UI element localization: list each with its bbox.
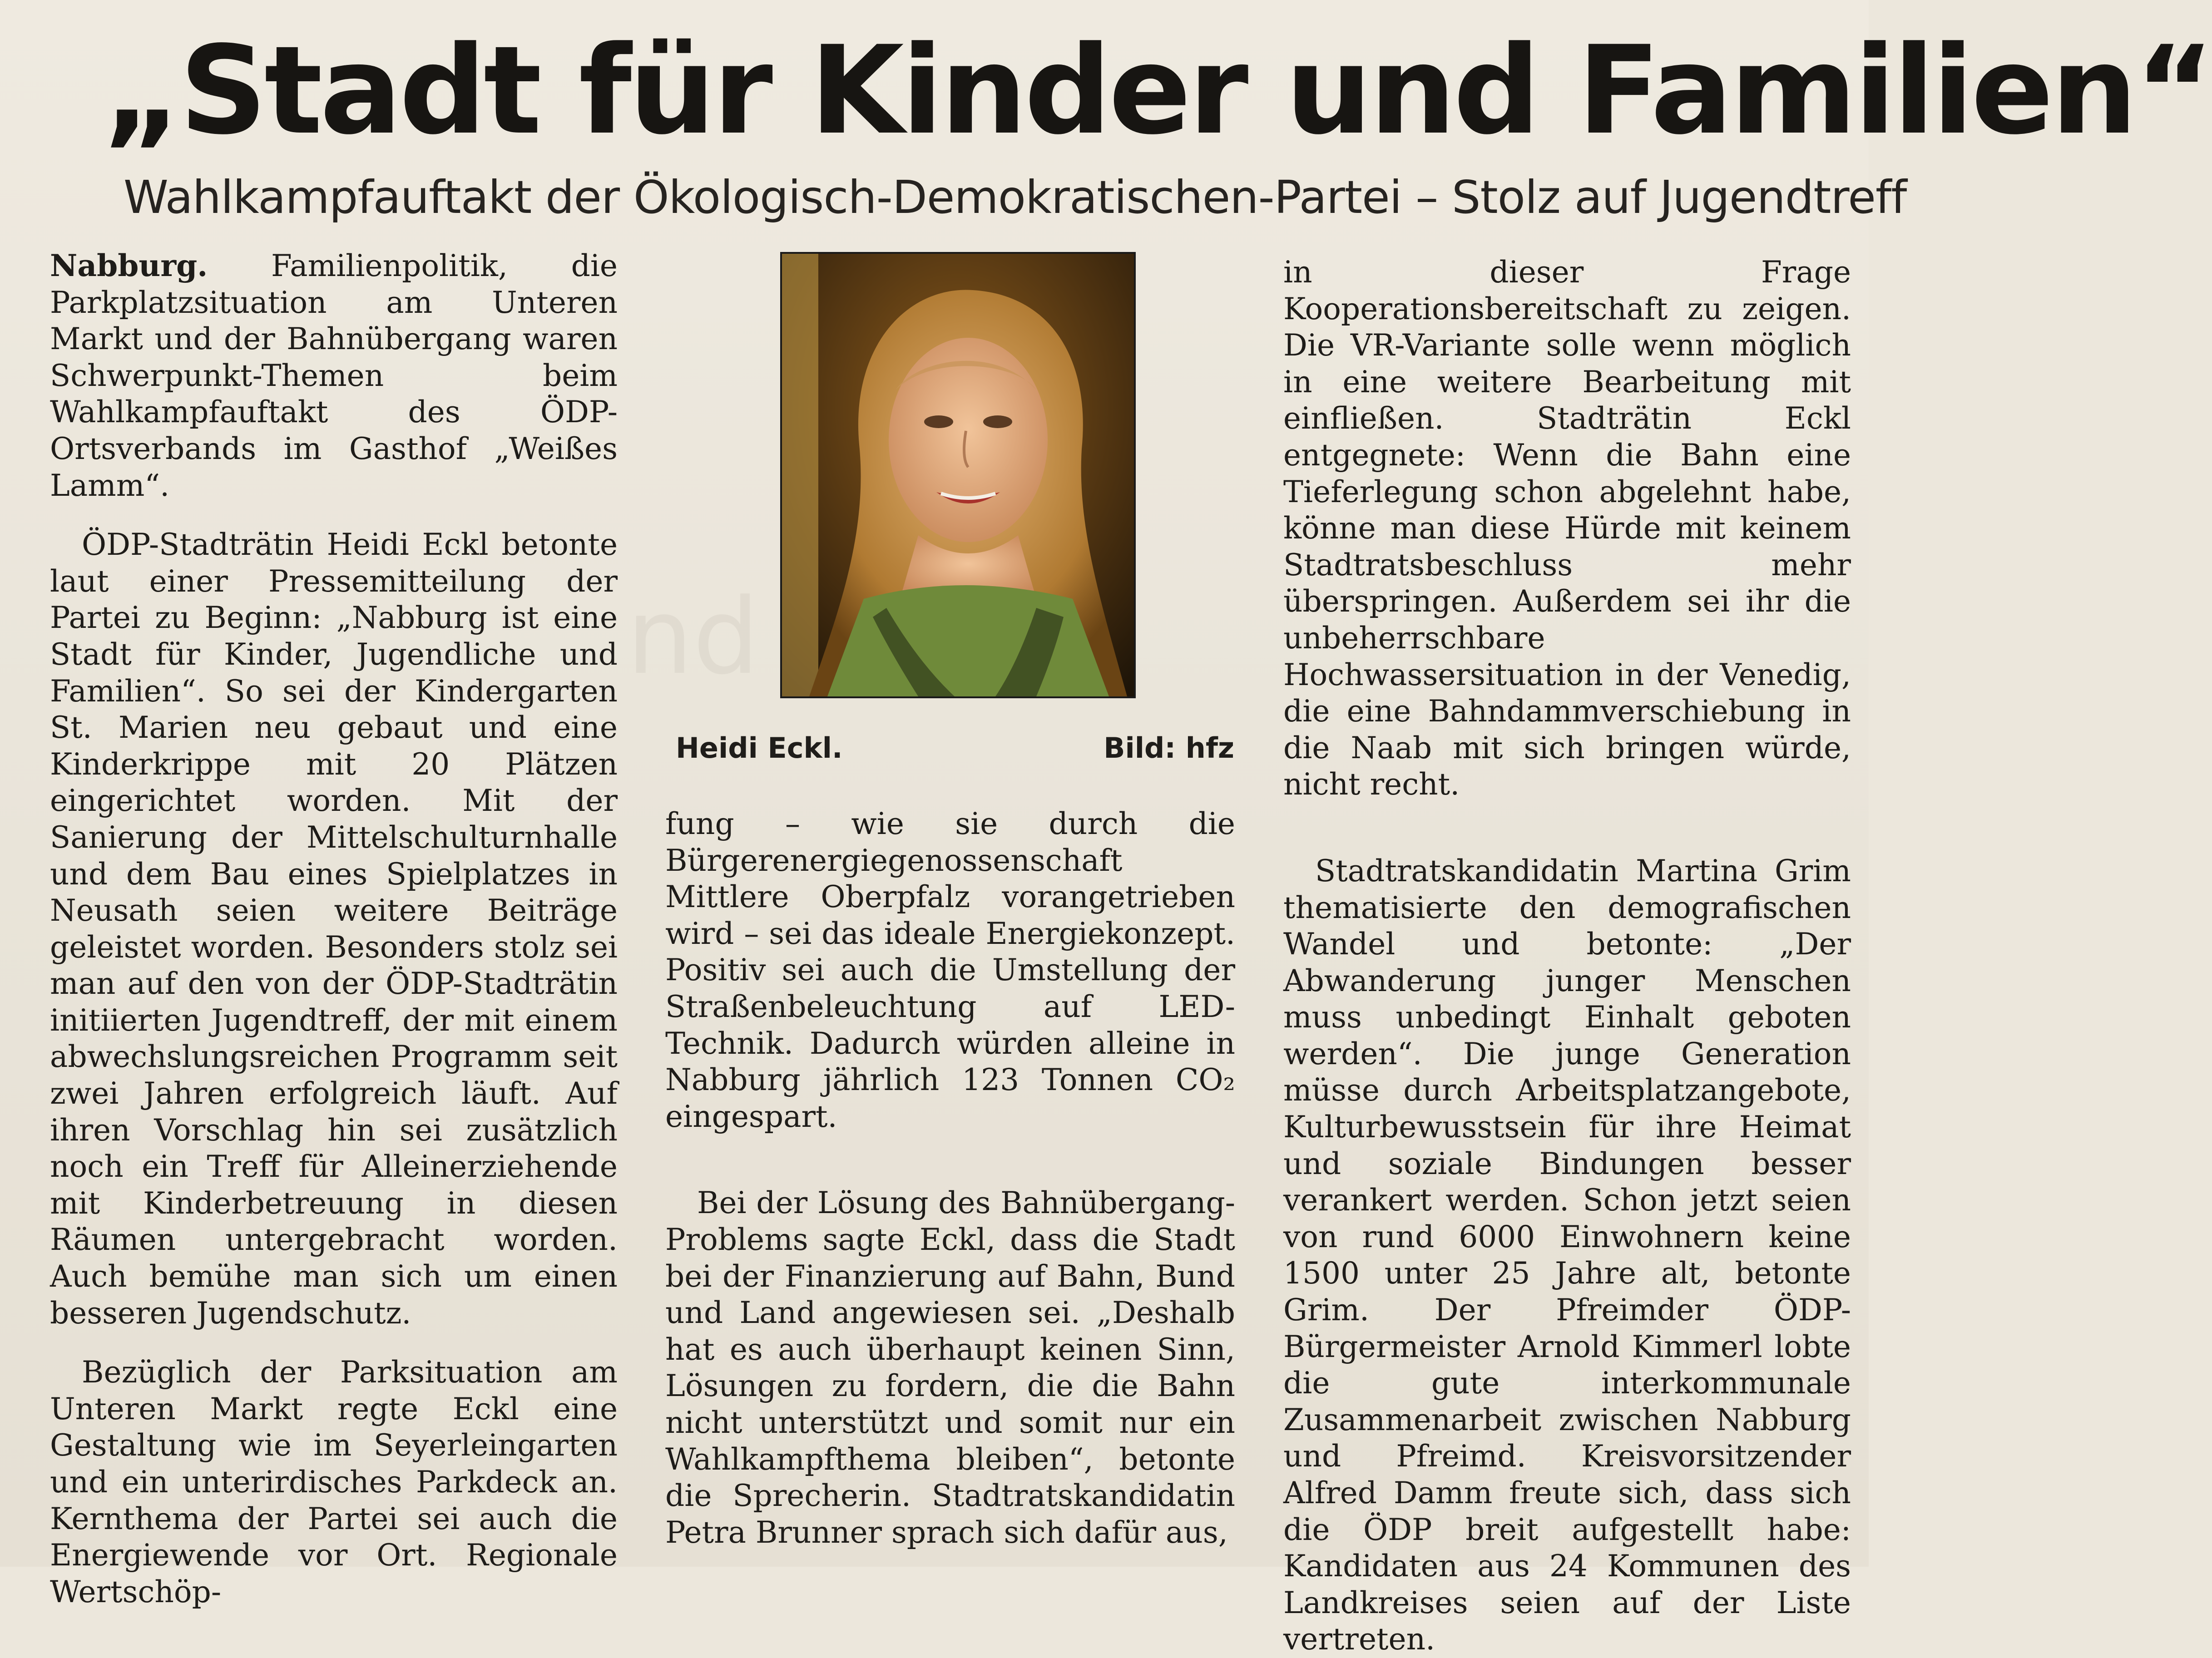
caption-credit: Bild: hfz xyxy=(1104,731,1234,765)
portrait-image xyxy=(782,254,1134,696)
article-column-3 xyxy=(1283,254,1851,1658)
portrait-photo xyxy=(780,252,1136,698)
photo-caption xyxy=(676,728,1234,769)
article-column-2 xyxy=(665,806,1235,1551)
headline: „Stadt für Kinder und Familien“ xyxy=(102,20,2212,162)
dateline: Nabburg. xyxy=(50,248,208,283)
bleed-through-text: nd xyxy=(627,577,759,698)
caption-name: Heidi Eckl. xyxy=(676,731,843,765)
paragraph-text: Familienpolitik, die Parkplatzsituation am Unteren Markt und der Bahnübergang waren Schwerpunkt-Themen beim Wahlkampfauftakt des ÖDP-Ortsverbands im Gasthof „Weißes Lamm“. xyxy=(50,248,618,503)
subheadline: Wahlkampfauftakt der Ökologisch-Demokratischen-Partei – Stolz auf Jugendtreff xyxy=(124,171,1907,224)
paragraph xyxy=(50,247,618,504)
paragraph: Stadtratskandidatin Martina Grim thematisierte den demografischen Wandel und betonte: „Der Abwanderung junger Menschen muss unbedingt Einhalt geboten werden“. Die junge Generation müsse durch Arbeitsplatzangebote, Kulturbewusstsein für ihre Heimat und soziale Bindungen besser verankert werden. Schon jetzt seien von rund 6000 Einwohnern keine 1500 unter 25 Jahre alt, betonte Grim. Der Pfreimder ÖDP-Bürgermeister Arnold Kimmerl lobte die gute interkommunale Zusammenarbeit zwischen Nabburg und Pfreimd. Kreisvorsitzender Alfred Damm freute sich, dass sich die ÖDP breit aufgestellt habe: Kandidaten aus 24 Kommunen des Landkreises seien auf der Liste vertreten. xyxy=(1283,853,1851,1657)
paragraph: ÖDP-Stadträtin Heidi Eckl betonte laut einer Pressemitteilung der Partei zu Beginn: „Nabburg ist eine Stadt für Kinder, Jugendliche und Familien“. So sei der Kindergarten St. Marien neu gebaut und eine Kinderkrippe mit 20 Plätzen eingerichtet worden. Mit der Sanierung der Mittelschulturnhalle und dem Bau eines Spielplatzes in Neusath seien weitere Beiträge geleistet worden. Besonders stolz sei man auf den von der ÖDP-Stadträtin initiierten Jugendtreff, der mit einem abwechslungsreichen Programm seit zwei Jahren erfolgreich läuft. Auf ihren Vorschlag hin sei zusätzlich noch ein Treff für Alleinerziehende mit Kinderbetreuung in diesen Räumen untergebracht worden. Auch bemühe man sich um einen besseren Jugendschutz. xyxy=(50,527,618,1331)
paragraph: Bezüglich der Parksituation am Unteren Markt regte Eckl eine Gestaltung wie im Seyerleingarten und ein unterirdisches Parkdeck an. Kernthema der Partei sei auch die Energiewende vor Ort. Regionale Wertschöp- xyxy=(50,1355,618,1609)
article-column-1 xyxy=(50,247,618,1610)
paragraph: in dieser Frage Kooperationsbereitschaft zu zeigen. Die VR-Variante solle wenn möglich in eine weitere Bearbeitung mit einfließen. Stadträtin Eckl entgegnete: Wenn die Bahn eine Tieferlegung schon abgelehnt habe, könne man diese Hürde mit keinem Stadtratsbeschluss mehr überspringen. Außerdem sei ihr die unbeherrschbare Hochwassersituation in der Venedig, die eine Bahndammverschiebung in die Naab mit sich bringen würde, nicht recht. xyxy=(1283,255,1851,802)
paragraph: Bei der Lösung des Bahnübergang-Problems sagte Eckl, dass die Stadt bei der Finanzierung auf Bahn, Bund und Land angewiesen sei. „Deshalb hat es auch überhaupt keinen Sinn, Lösungen zu fordern, die die Bahn nicht unterstützt und somit nur ein Wahlkampfthema bleiben“, betonte die Sprecherin. Stadtratskandidatin Petra Brunner sprach sich dafür aus, xyxy=(665,1185,1235,1550)
paragraph: fung – wie sie durch die Bürgerenergiegenossenschaft Mittlere Oberpfalz vorangetrieben wird – sei das ideale Energiekonzept. Positiv sei auch die Umstellung der Straßenbeleuchtung auf LED-Technik. Dadurch würden alleine in Nabburg jährlich 123 Tonnen CO₂ eingespart. xyxy=(665,806,1235,1134)
